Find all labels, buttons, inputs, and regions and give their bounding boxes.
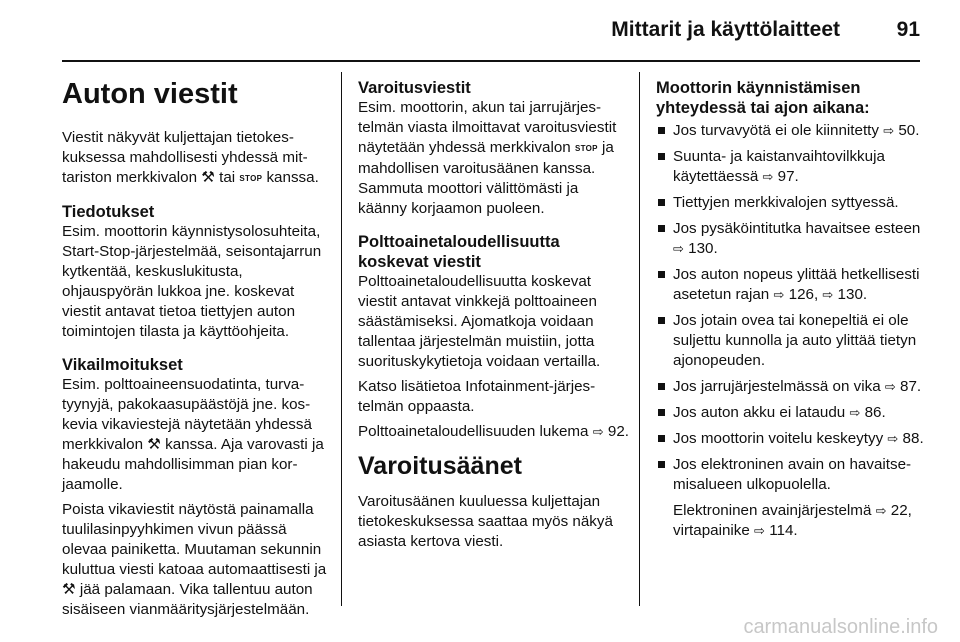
list-item: Jos auton akku ei lataudu ⇨ 86.	[656, 403, 926, 423]
column-2	[358, 72, 630, 557]
warning-sound-list	[656, 121, 926, 541]
page-ref-link[interactable]: 130.	[688, 240, 718, 257]
list-item: Suunta- ja kaistanvaihtovilkkuja käytettäessä ⇨ 97.	[656, 147, 926, 187]
list-item-subparagraph: Elektroninen avainjärjestelmä ⇨ 22, virtapainike ⇨ 114.	[673, 502, 912, 539]
list-item: Jos auton nopeus ylittää hetkellisesti asetetun rajan ⇨ 126, ⇨ 130.	[656, 265, 926, 305]
section-title: Auton viestit	[62, 78, 238, 110]
list-item: Jos pysäköintitutka havaitsee esteen ⇨ 130.	[656, 219, 926, 259]
list-heading: Moottorin käynnistämisen yhteydessä tai ajon aikana:	[656, 79, 870, 117]
column-3	[656, 72, 926, 547]
info-paragraph: Esim. moottorin käynnistysolosuhteita, Start-Stop-järjestelmää, seisontajarrun kytkentää, keskuslukitusta, ohjauspyörän lukkoa jne. koskevat viestit antavat tietoa tiettyjen auton toimintojen tilasta ja käyttöohjeita.	[62, 223, 322, 340]
fuel-paragraph: Polttoainetaloudellisuutta koskevat viestit antavat vinkkejä polttoaineen säästämiseksi. Ajomatkoja voidaan tallentaa järjestelmän muistiin, jotta suorituskykytietoja voidaan vertailla.	[358, 273, 601, 370]
fuel-paragraph-3: Polttoainetaloudellisuuden lukema ⇨ 92.	[358, 423, 629, 440]
page-ref-link[interactable]: 97.	[777, 168, 799, 185]
page-ref-link[interactable]: 50.	[898, 122, 920, 139]
stop-icon: STOP	[574, 144, 598, 153]
column-divider	[341, 72, 342, 606]
fault-paragraph-2: Poista vikaviestit näytöstä painamalla tuulilasinpyyhkimen vivun päässä olevaa painiketta. Muutaman sekunnin kuluttua viesti katoaa automaattisesti ja ⚒ jää palamaan. Vika tallentuu auton sisäiseen vianmääritysjärjestelmään.	[62, 501, 327, 618]
warning-heading: Varoitusviestit	[358, 79, 471, 97]
fault-heading: Vikailmoitukset	[62, 356, 183, 374]
stop-icon: STOP	[239, 174, 263, 183]
ref-arrow-icon: ⇨	[884, 379, 896, 394]
list-item: Tiettyjen merkkivalojen syttyessä.	[656, 193, 926, 213]
warning-paragraph: Esim. moottorin, akun tai jarrujärjestelmän viasta ilmoittavat varoitusviestit näytetään yhdessä merkkivalon STOP ja mahdollisen varoitusäänen kanssa. Sammuta moottori välittömästi ja käänny korjaamon puoleen.	[358, 99, 617, 217]
sounds-paragraph: Varoitusäänen kuuluessa kuljettajan tietokeskuksessa saattaa myös näkyä asiasta kertova viesti.	[358, 493, 613, 550]
ref-arrow-icon: ⇨	[773, 287, 785, 302]
header-rule	[62, 60, 920, 62]
page-number: 91	[896, 18, 920, 41]
page-ref-link[interactable]: 86.	[864, 404, 886, 421]
list-item: Jos jotain ovea tai konepeltiä ei ole suljettu kunnolla ja auto ylittää tietyn ajonopeuden.	[656, 311, 926, 371]
wrench-icon: ⚒	[201, 169, 215, 186]
column-divider	[639, 72, 640, 606]
ref-arrow-icon: ⇨	[754, 523, 765, 538]
wrench-icon: ⚒	[62, 581, 76, 598]
sounds-heading: Varoitusäänet	[358, 452, 522, 480]
list-item: Jos elektroninen avain on havaitsemisalueen ulkopuolella. Elektroninen avainjärjestelmä ⇨ 22, virtapainike ⇨ 114.	[656, 455, 926, 541]
ref-arrow-icon: ⇨	[887, 431, 899, 446]
ref-arrow-icon: ⇨	[673, 241, 684, 256]
column-1	[62, 72, 334, 625]
page-title: Mittarit ja käyttölaitteet	[611, 18, 840, 41]
ref-arrow-icon: ⇨	[883, 123, 895, 138]
list-item: Jos moottorin voitelu keskeytyy ⇨ 88.	[656, 429, 926, 449]
info-heading: Tiedotukset	[62, 203, 155, 221]
page-ref-link[interactable]: 88.	[902, 430, 924, 447]
wrench-icon: ⚒	[147, 436, 161, 453]
ref-arrow-icon: ⇨	[875, 503, 887, 518]
fuel-paragraph-2: Katso lisätietoa Infotainment-järjestelmän oppaasta.	[358, 378, 596, 415]
ref-arrow-icon: ⇨	[592, 424, 604, 439]
page-header	[0, 0, 960, 62]
page-ref-link[interactable]: 22, virtapainike	[673, 502, 912, 539]
fault-paragraph: Esim. polttoaineensuodatinta, turvatyynyjä, pakokaasupäästöjä jne. koskevia vikaviestejä näytetään yhdessä merkkivalon ⚒ kanssa. Aja varovasti ja hakeudu mahdollisimman pian korjaamolle.	[62, 376, 324, 493]
page-ref-link[interactable]: 126,	[788, 286, 823, 303]
page-ref-link[interactable]: 114.	[769, 522, 798, 539]
watermark: carmanualsonline.info	[743, 616, 938, 638]
ref-arrow-icon: ⇨	[849, 405, 861, 420]
list-item: Jos jarrujärjestelmässä on vika ⇨ 87.	[656, 377, 926, 397]
fuel-heading: Polttoainetaloudellisuutta koskevat viestit	[358, 233, 560, 271]
page-ref-link[interactable]: 130.	[837, 286, 868, 303]
page-ref-link[interactable]: 92.	[607, 423, 629, 440]
list-item: Jos turvavyötä ei ole kiinnitetty ⇨ 50.	[656, 121, 926, 141]
ref-arrow-icon: ⇨	[762, 169, 774, 184]
page-ref-link[interactable]: 87.	[900, 378, 922, 395]
ref-arrow-icon: ⇨	[822, 287, 834, 302]
intro-paragraph: Viestit näkyvät kuljettajan tietokeskuksessa mahdollisesti yhdessä mittariston merkkivalon ⚒ tai STOP kanssa.	[62, 129, 319, 186]
